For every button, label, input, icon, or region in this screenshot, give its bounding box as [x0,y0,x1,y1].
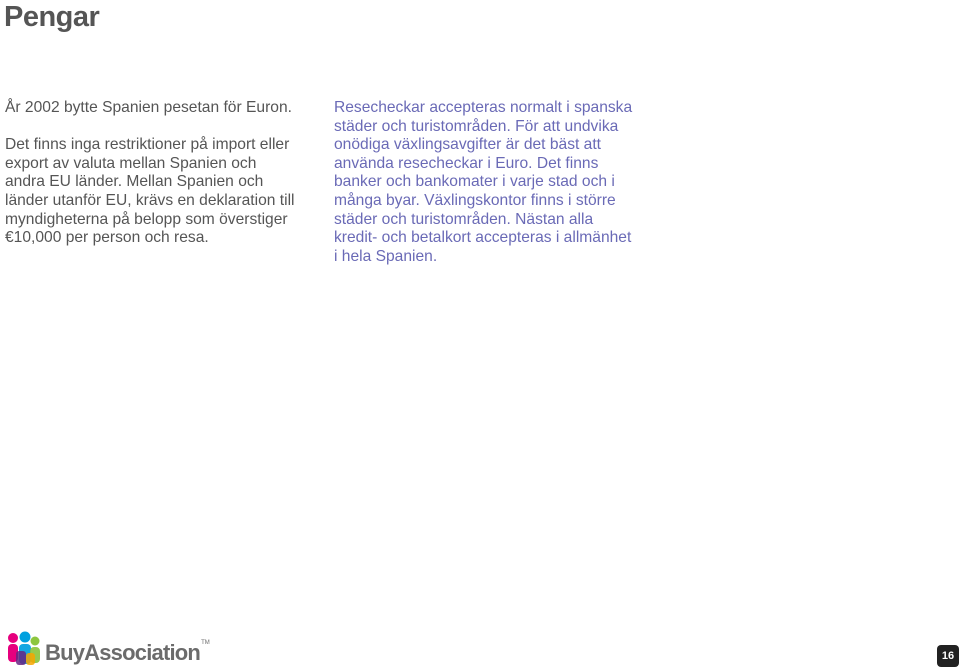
people-group-icon [4,631,42,667]
logo-wordmark: BuyAssociation [45,640,201,665]
left-paragraph-1: År 2002 bytte Spanien pesetan för Euron. [5,99,292,116]
left-column [5,99,300,248]
buyassociation-logo [4,631,210,667]
left-paragraph-2: Det finns inga restriktioner på import eller export av valuta mellan Spanien och andra EU länder. Mellan Spanien och länder utanför EU, krävs en deklaration till myndigheterna på belopp som överstiger €10,000 per person och resa. [5,136,295,247]
right-column [334,99,634,266]
right-paragraph-1: Resecheckar accepteras normalt i spanska städer och turistområden. För att undvika onödiga växlingsavgifter är det bäst att använda resecheckar i Euro. Det finns banker och bankomater i varje stad och i många byar. Växlingskontor finns i större städer och turistområden. Nästan alla kredit- och betalkort accepteras i allmänhet i hela Spanien. [334,99,633,265]
page-title: Pengar [4,1,100,33]
logo-trademark: TM [201,640,210,646]
page-number-badge: 16 [937,645,959,667]
